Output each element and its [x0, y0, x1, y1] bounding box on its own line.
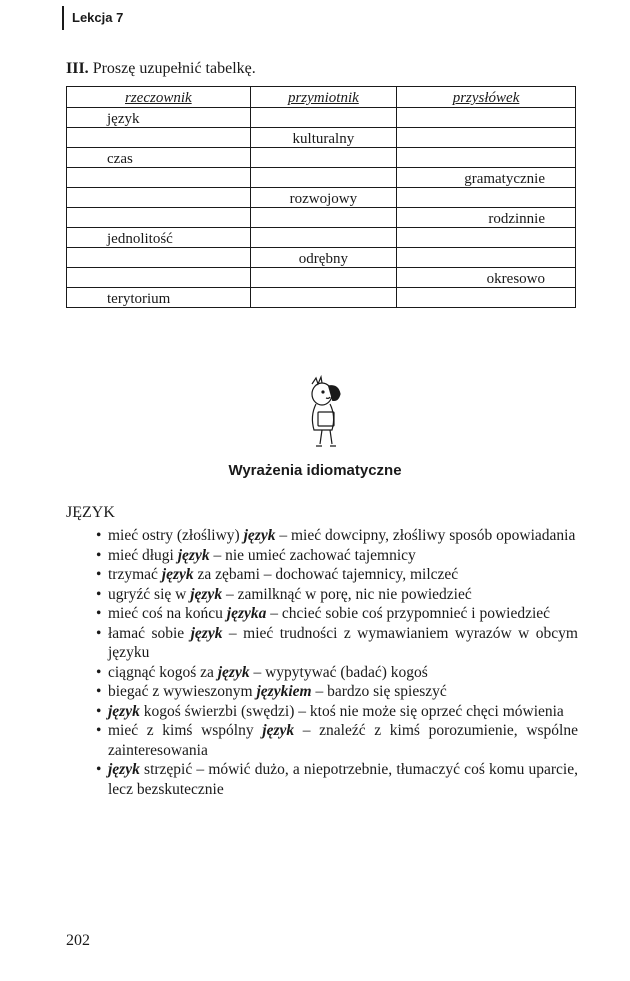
cell-adjective — [250, 148, 396, 168]
cell-adjective: rozwojowy — [250, 188, 396, 208]
cell-adverb — [397, 128, 576, 148]
cell-adjective — [250, 108, 396, 128]
cell-adjective — [250, 208, 396, 228]
table-row — [67, 268, 576, 288]
cell-noun: czas — [67, 148, 251, 168]
idiom-list — [96, 526, 578, 799]
cell-adverb — [397, 248, 576, 268]
table-row — [67, 228, 576, 248]
table-row — [67, 168, 576, 188]
table-row — [67, 208, 576, 228]
idiom-item: • łamać sobie język – mieć trudności z wymawianiem wyrazów w obcym języku — [96, 624, 578, 663]
table-row — [67, 288, 576, 308]
idiom-keyword-emphasis: język — [177, 546, 210, 564]
idiom-item: • biegać z wywieszonym językiem – bardzo się spieszyć — [96, 682, 578, 702]
exercise-title — [66, 60, 256, 78]
idiom-keyword-emphasis: język — [243, 527, 276, 544]
idiom-keyword-emphasis: język — [262, 722, 295, 739]
cell-adverb: gramatycznie — [397, 168, 576, 188]
word-forms-table — [66, 86, 576, 308]
idiom-item: • mieć długi język – nie umieć zachować tajemnicy — [96, 546, 578, 566]
column-header-noun: rzeczownik — [67, 87, 251, 108]
idiom-item: • ciągnąć kogoś za język – wypytywać (badać) kogoś — [96, 663, 578, 683]
idiom-item: • język kogoś świerzbi (swędzi) – ktoś nie może się oprzeć chęci mówienia — [96, 702, 578, 722]
idiom-item: • mieć ostry (złośliwy) język – mieć dowcipny, złośliwy sposób opowiadania — [96, 526, 578, 546]
idiom-keyword-emphasis: język — [217, 663, 250, 681]
table-row — [67, 128, 576, 148]
exercise-instruction: Proszę uzupełnić tabelkę. — [92, 60, 256, 77]
cell-adverb — [397, 188, 576, 208]
cell-adverb: rodzinnie — [397, 208, 576, 228]
idiom-item: • trzymać język za zębami – dochować tajemnicy, milczeć — [96, 565, 578, 585]
idiom-item: • mieć coś na końcu języka – chcieć sobie coś przypomnieć i powiedzieć — [96, 604, 578, 624]
cell-adverb — [397, 148, 576, 168]
cell-adjective: kulturalny — [250, 128, 396, 148]
cell-adverb — [397, 228, 576, 248]
idiom-item: • ugryźć się w język – zamilknąć w porę, nic nie powiedzieć — [96, 585, 578, 605]
idiom-keyword-emphasis: język — [190, 624, 223, 642]
idiom-keyword-emphasis: języka — [226, 605, 267, 622]
idiom-keyword-emphasis: językiem — [256, 683, 312, 700]
cell-noun: język — [67, 108, 251, 128]
table-row — [67, 248, 576, 268]
idiom-item: • mieć z kimś wspólny język – znaleźć z kimś porozumienie, wspólne zainteresowania — [96, 721, 578, 760]
cell-noun: terytorium — [67, 288, 251, 308]
column-header-adverb: przysłówek — [397, 87, 576, 108]
cell-noun — [67, 248, 251, 268]
idiom-keyword-emphasis: język — [108, 702, 140, 720]
idiom-item: • język strzępić – mówić dużo, a niepotrzebnie, tłumaczyć coś komu uparcie, lecz bezskutecznie — [96, 760, 578, 799]
exercise-number: III. — [66, 60, 89, 77]
table-row — [67, 188, 576, 208]
cell-adverb — [397, 108, 576, 128]
cell-adjective: odrębny — [250, 248, 396, 268]
cell-noun: jednolitość — [67, 228, 251, 248]
table-row — [67, 108, 576, 128]
cell-noun — [67, 128, 251, 148]
cell-adverb: okresowo — [397, 268, 576, 288]
cell-adjective — [250, 168, 396, 188]
idiom-keyword-emphasis: język — [190, 585, 223, 603]
table-row — [67, 148, 576, 168]
cell-noun — [67, 268, 251, 288]
cell-adjective — [250, 268, 396, 288]
idiom-keyword: JĘZYK — [66, 504, 115, 521]
cell-adjective — [250, 228, 396, 248]
idiom-keyword-emphasis: język — [161, 566, 194, 583]
mascot-illustration — [298, 370, 350, 456]
lesson-header: Lekcja 7 — [62, 6, 123, 30]
cell-noun — [67, 168, 251, 188]
table-header-row — [67, 87, 576, 108]
cell-adjective — [250, 288, 396, 308]
cell-adverb — [397, 288, 576, 308]
idiom-keyword-emphasis: język — [108, 761, 140, 778]
page-number: 202 — [66, 932, 90, 949]
cell-noun — [67, 188, 251, 208]
cell-noun — [67, 208, 251, 228]
section-heading: Wyrażenia idiomatyczne — [228, 462, 402, 479]
column-header-adjective: przymiotnik — [250, 87, 396, 108]
